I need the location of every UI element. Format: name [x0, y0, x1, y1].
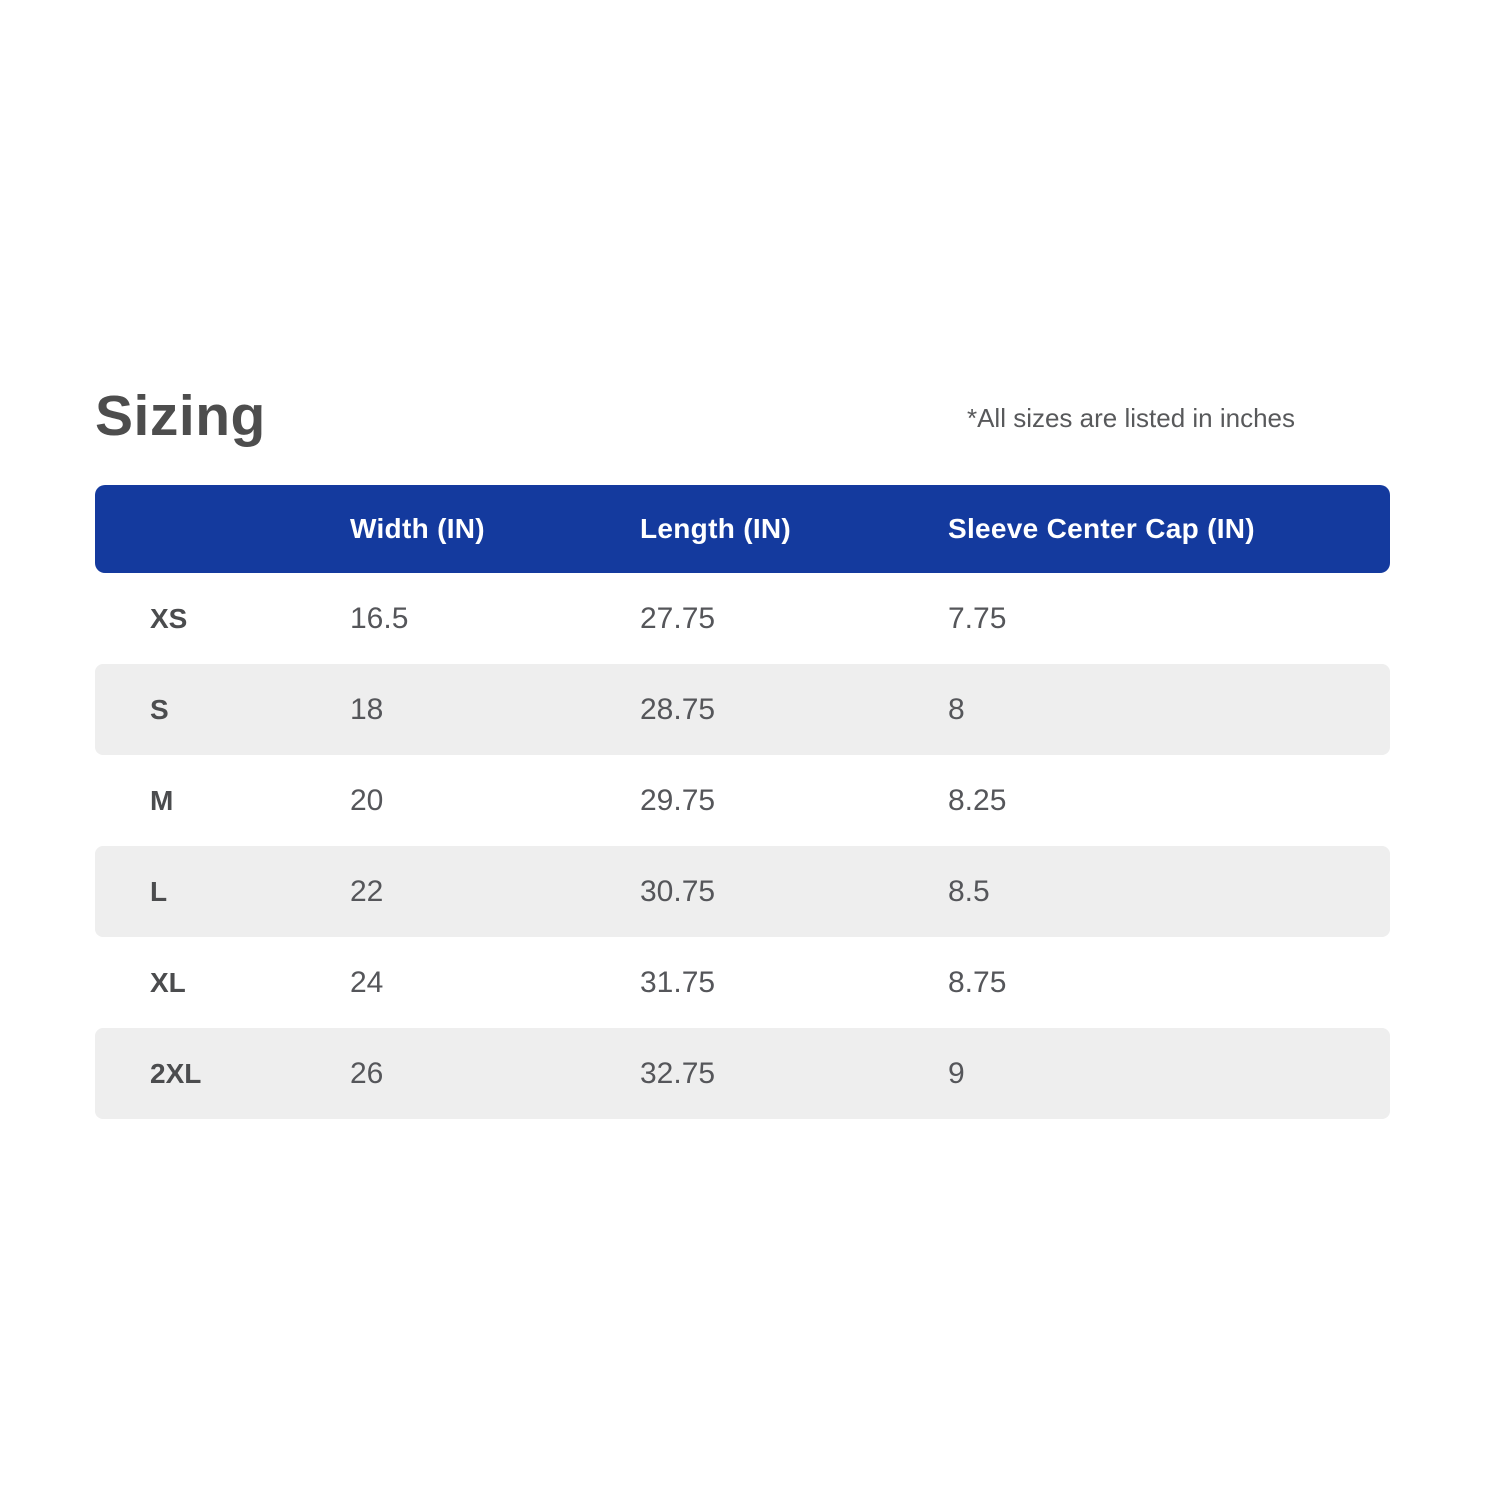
header-cell-length: Length (IN) [640, 513, 792, 544]
sleeve-value: 8.75 [948, 965, 1007, 999]
page-title: Sizing [95, 384, 266, 448]
sleeve-value: 8.25 [948, 783, 1007, 817]
table-row-xs [95, 573, 1390, 664]
size-label: M [150, 784, 174, 816]
sleeve-value: 7.75 [948, 601, 1007, 635]
size-label: S [150, 693, 169, 725]
length-value: 32.75 [640, 1056, 716, 1090]
width-value: 18 [350, 692, 384, 726]
size-label: XS [150, 602, 188, 634]
length-value: 27.75 [640, 601, 716, 635]
table-header-row [95, 485, 1390, 573]
sleeve-value: 8.5 [948, 874, 990, 908]
header-cell-sleeve: Sleeve Center Cap (IN) [948, 513, 1255, 544]
sizing-table [95, 485, 1390, 1119]
length-value: 29.75 [640, 783, 716, 817]
length-value: 30.75 [640, 874, 716, 908]
table-row-l [95, 846, 1390, 937]
width-value: 24 [350, 965, 384, 999]
size-label: 2XL [150, 1057, 202, 1089]
table-row-s [95, 664, 1390, 755]
table-row-2xl [95, 1028, 1390, 1119]
width-value: 26 [350, 1056, 384, 1090]
table-row-xl [95, 937, 1390, 1028]
length-value: 31.75 [640, 965, 716, 999]
width-value: 22 [350, 874, 384, 908]
title-row [95, 385, 1390, 448]
sizing-note: *All sizes are listed in inches [966, 402, 1295, 433]
size-label: XL [150, 966, 186, 998]
table-row-m [95, 755, 1390, 846]
header-cell-width: Width (IN) [350, 513, 485, 544]
sleeve-value: 8 [948, 692, 965, 726]
width-value: 20 [350, 783, 384, 817]
length-value: 28.75 [640, 692, 716, 726]
size-label: L [150, 875, 168, 907]
width-value: 16.5 [350, 601, 409, 635]
sleeve-value: 9 [948, 1056, 965, 1090]
